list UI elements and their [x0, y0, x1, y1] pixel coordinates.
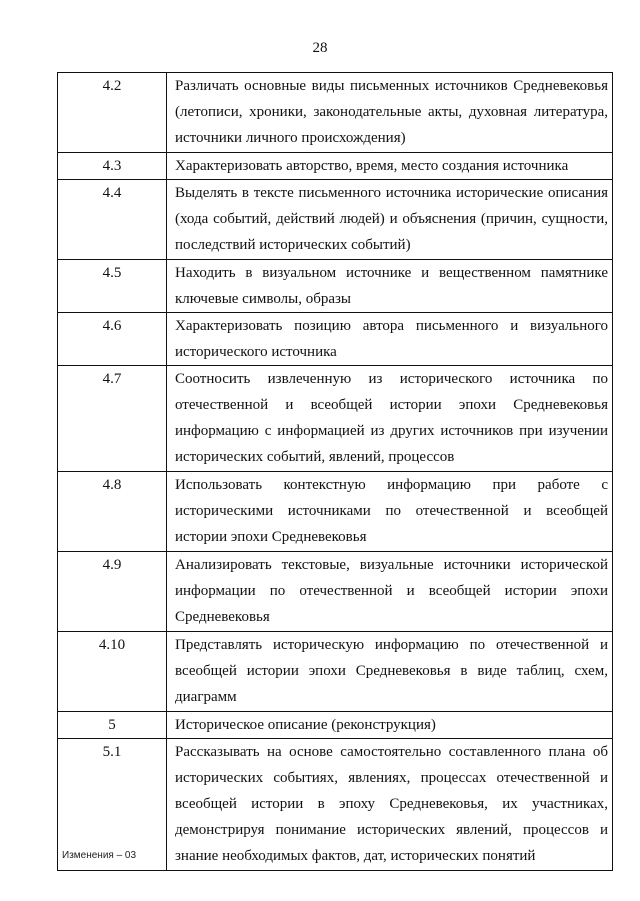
- row-text: Рассказывать на основе самостоятельно составленного плана об исторических событиях, явлениях, процессах отечественной и всеобщей истории в эпоху Средневековья, их участниках, демонстрируя понимание исторических явлений, процессов и знание необходимых фактов, дат, исторических понятий: [167, 739, 613, 871]
- row-text: Характеризовать позицию автора письменного и визуального исторического источника: [167, 313, 613, 366]
- row-text: Выделять в тексте письменного источника исторические описания (хода событий, действий людей) и объяснения (причин, сущности, последствий исторических событий): [167, 180, 613, 260]
- table-row: [58, 366, 613, 472]
- row-code: 4.9: [58, 552, 167, 632]
- table-row: [58, 632, 613, 712]
- table-row: [58, 180, 613, 260]
- row-text: Соотносить извлеченную из исторического источника по отечественной и всеобщей истории эпохи Средневековья информацию с информацией из других источников при изучении исторических событий, явлений, процессов: [167, 366, 613, 472]
- row-code: 4.5: [58, 260, 167, 313]
- table-row: [58, 472, 613, 552]
- footer-revision: Изменения – 03: [62, 850, 137, 861]
- table-row: [58, 73, 613, 153]
- row-text: Характеризовать авторство, время, место создания источника: [167, 153, 613, 180]
- row-code: 4.8: [58, 472, 167, 552]
- row-text: Использовать контекстную информацию при работе с историческими источниками по отечественной и всеобщей истории эпохи Средневековья: [167, 472, 613, 552]
- row-code: 5.1: [58, 739, 167, 871]
- row-text: Различать основные виды письменных источников Средневековья (летописи, хроники, законодательные акты, духовная литература, источники личного происхождения): [167, 73, 613, 153]
- table-row: [58, 712, 613, 739]
- row-text: Анализировать текстовые, визуальные источники исторической информации по отечественной и всеобщей истории эпохи Средневековья: [167, 552, 613, 632]
- table-row: [58, 739, 613, 871]
- table-row: [58, 552, 613, 632]
- row-text: Историческое описание (реконструкция): [167, 712, 613, 739]
- table-row: [58, 153, 613, 180]
- table-row: [58, 313, 613, 366]
- row-code: 4.7: [58, 366, 167, 472]
- row-code: 5: [58, 712, 167, 739]
- row-code: 4.3: [58, 153, 167, 180]
- row-code: 4.6: [58, 313, 167, 366]
- row-code: 4.2: [58, 73, 167, 153]
- row-text: Находить в визуальном источнике и вещественном памятнике ключевые символы, образы: [167, 260, 613, 313]
- table-row: [58, 260, 613, 313]
- row-code: 4.10: [58, 632, 167, 712]
- row-text: Представлять историческую информацию по отечественной и всеобщей истории эпохи Средневековья в виде таблиц, схем, диаграмм: [167, 632, 613, 712]
- content-table: [57, 72, 613, 871]
- row-code: 4.4: [58, 180, 167, 260]
- page-number: 28: [312, 40, 328, 56]
